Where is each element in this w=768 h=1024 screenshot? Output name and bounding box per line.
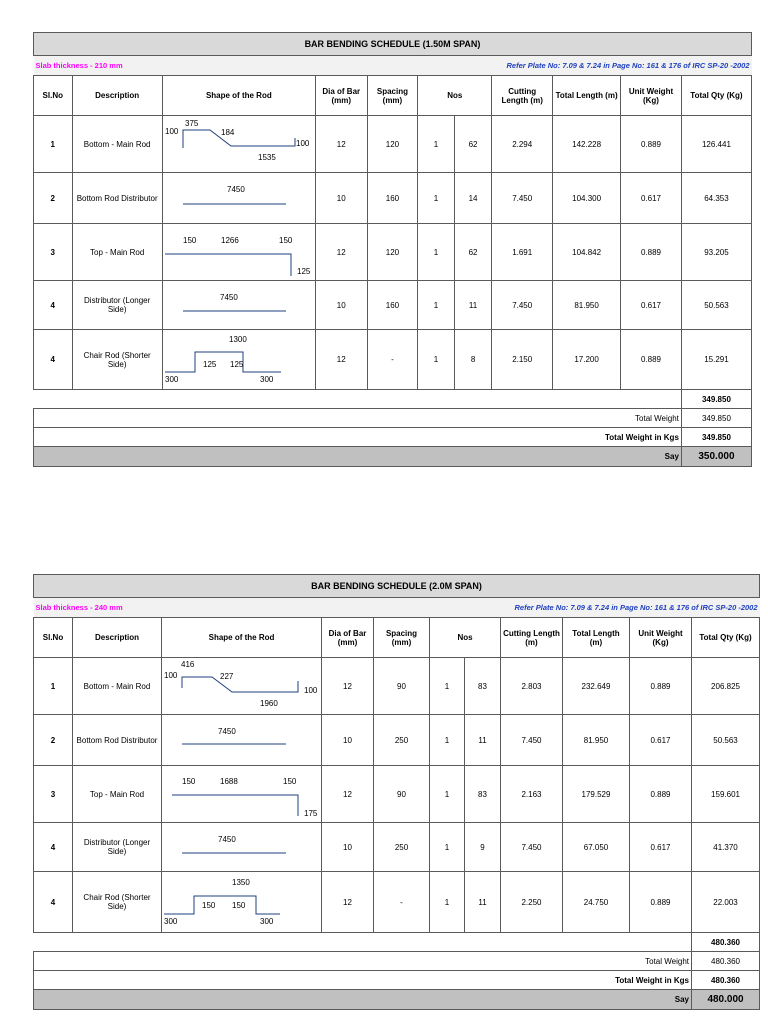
nos-b: 9 — [465, 823, 501, 872]
col-cutting: Cutting Length (m) — [501, 618, 563, 658]
rod-shape-straight — [162, 173, 315, 224]
col-description: Description — [72, 76, 162, 116]
table-row — [34, 715, 760, 766]
description: Distributor (Longer Side) — [72, 281, 162, 330]
description: Chair Rod (Shorter Side) — [72, 330, 162, 390]
total-weight-label: Total Weight — [34, 409, 682, 428]
description: Chair Rod (Shorter Side) — [73, 872, 162, 933]
dim-label: 150 — [182, 236, 197, 245]
col-total-length: Total Length (m) — [553, 76, 621, 116]
sl-no: 2 — [34, 715, 73, 766]
dim-label: 1350 — [232, 878, 250, 887]
spacing: 250 — [374, 715, 430, 766]
description: Bottom - Main Rod — [73, 658, 162, 715]
unit-weight: 0.617 — [621, 173, 682, 224]
table-row — [34, 173, 752, 224]
total-kgs-row — [34, 971, 760, 990]
rod-shape-top-main — [162, 224, 315, 281]
unit-weight: 0.617 — [630, 715, 692, 766]
col-description: Description — [73, 618, 162, 658]
dim-label: 150 — [232, 901, 246, 910]
table-row — [34, 224, 752, 281]
spacing: 160 — [367, 173, 418, 224]
schedule-2.0m — [33, 574, 760, 1010]
col-total-qty: Total Qty (Kg) — [692, 618, 760, 658]
dim-label: 100 — [164, 127, 179, 136]
sl-no: 4 — [34, 330, 73, 390]
nos-b: 62 — [454, 224, 492, 281]
schedule-title: BAR BENDING SCHEDULE (2.0M SPAN) — [34, 575, 760, 598]
col-total-qty: Total Qty (Kg) — [681, 76, 751, 116]
col-nos: Nos — [418, 76, 492, 116]
dim-label: 7450 — [218, 835, 236, 844]
spacing: - — [374, 872, 430, 933]
nos-a: 1 — [418, 116, 455, 173]
dim-label: 150 — [182, 777, 196, 786]
total-length: 232.649 — [563, 658, 630, 715]
dim-label: 175 — [304, 809, 318, 818]
rod-shape-bent-main — [162, 116, 315, 173]
sl-no: 2 — [34, 173, 73, 224]
dim-label: 125 — [202, 360, 217, 369]
dia: 12 — [322, 658, 374, 715]
col-spacing: Spacing (mm) — [374, 618, 430, 658]
total-qty: 126.441 — [681, 116, 751, 173]
dim-label: 100 — [304, 686, 318, 695]
dim-label: 7450 — [218, 727, 236, 736]
col-dia: Dia of Bar (mm) — [322, 618, 374, 658]
dim-label: 1960 — [260, 699, 278, 708]
total-qty: 64.353 — [681, 173, 751, 224]
dim-label: 300 — [164, 917, 178, 926]
col-unit-weight: Unit Weight (Kg) — [621, 76, 682, 116]
total-weight-value: 480.360 — [692, 952, 760, 971]
table-row — [34, 872, 760, 933]
total-length: 81.950 — [563, 715, 630, 766]
total-qty: 15.291 — [681, 330, 751, 390]
schedule-title: BAR BENDING SCHEDULE (1.50M SPAN) — [34, 33, 752, 56]
total-length: 67.050 — [563, 823, 630, 872]
table-row — [34, 766, 760, 823]
rod-shape-straight — [162, 715, 322, 766]
spacing: 90 — [374, 766, 430, 823]
nos-a: 1 — [430, 658, 465, 715]
nos-a: 1 — [430, 715, 465, 766]
spacing: 120 — [367, 224, 418, 281]
dim-label: 1266 — [220, 236, 239, 245]
say-row — [34, 990, 760, 1010]
header-row — [34, 76, 752, 116]
cutting-length: 2.150 — [492, 330, 553, 390]
dim-label: 1688 — [220, 777, 238, 786]
dim-label: 1535 — [257, 153, 276, 162]
description: Bottom Rod Distributor — [72, 173, 162, 224]
dim-label: 7450 — [226, 185, 245, 194]
sl-no: 1 — [34, 658, 73, 715]
sl-no: 4 — [34, 823, 73, 872]
dim-label: 100 — [164, 671, 178, 680]
table-row — [34, 116, 752, 173]
cutting-length: 2.163 — [501, 766, 563, 823]
col-spacing: Spacing (mm) — [367, 76, 418, 116]
nos-b: 62 — [454, 116, 492, 173]
col-dia: Dia of Bar (mm) — [315, 76, 367, 116]
unit-weight: 0.889 — [630, 872, 692, 933]
table-row — [34, 281, 752, 330]
nos-b: 11 — [454, 281, 492, 330]
dim-label: 7450 — [219, 293, 238, 302]
sl-no: 3 — [34, 224, 73, 281]
total-weight-value: 349.850 — [681, 409, 751, 428]
total-length: 104.300 — [553, 173, 621, 224]
col-nos: Nos — [430, 618, 501, 658]
dia: 12 — [315, 116, 367, 173]
col-shape: Shape of the Rod — [162, 76, 315, 116]
col-unit-weight: Unit Weight (Kg) — [630, 618, 692, 658]
total-length: 17.200 — [553, 330, 621, 390]
spacing: - — [367, 330, 418, 390]
subtotal-value: 349.850 — [681, 390, 751, 409]
col-slno: Sl.No — [34, 76, 73, 116]
dim-label: 150 — [283, 777, 297, 786]
reference-note: Refer Plate No: 7.09 & 7.24 in Page No: 161 & 176 of IRC SP-20 -2002 — [374, 598, 760, 618]
dim-label: 300 — [260, 917, 274, 926]
nos-a: 1 — [418, 330, 455, 390]
rod-shape-top-main — [162, 766, 322, 823]
total-kgs-row — [34, 428, 752, 447]
col-shape: Shape of the Rod — [162, 618, 322, 658]
dia: 12 — [322, 766, 374, 823]
table-row — [34, 330, 752, 390]
say-value: 480.000 — [692, 990, 760, 1010]
dia: 12 — [322, 872, 374, 933]
total-weight-label: Total Weight — [34, 952, 692, 971]
nos-a: 1 — [418, 281, 455, 330]
say-row — [34, 447, 752, 467]
total-weight-row — [34, 409, 752, 428]
nos-b: 14 — [454, 173, 492, 224]
total-kgs-label: Total Weight in Kgs — [34, 971, 692, 990]
dim-label: 300 — [164, 375, 179, 384]
nos-b: 11 — [465, 872, 501, 933]
cutting-length: 2.250 — [501, 872, 563, 933]
total-weight-row — [34, 952, 760, 971]
total-length: 142.228 — [553, 116, 621, 173]
schedule-1.5m — [33, 32, 752, 467]
description: Distributor (Longer Side) — [73, 823, 162, 872]
total-length: 24.750 — [563, 872, 630, 933]
subtotal-value: 480.360 — [692, 933, 760, 952]
sl-no: 1 — [34, 116, 73, 173]
cutting-length: 2.294 — [492, 116, 553, 173]
total-length: 179.529 — [563, 766, 630, 823]
say-label: Say — [34, 990, 692, 1010]
cutting-length: 7.450 — [492, 173, 553, 224]
nos-a: 1 — [430, 823, 465, 872]
total-qty: 206.825 — [692, 658, 760, 715]
subtotal-row — [34, 933, 760, 952]
spacing: 250 — [374, 823, 430, 872]
unit-weight: 0.889 — [621, 116, 682, 173]
dim-label: 1300 — [228, 335, 247, 344]
cutting-length: 7.450 — [501, 823, 563, 872]
dim-label: 375 — [184, 119, 199, 128]
total-kgs-label: Total Weight in Kgs — [34, 428, 682, 447]
total-qty: 22.003 — [692, 872, 760, 933]
total-qty: 50.563 — [692, 715, 760, 766]
nos-a: 1 — [418, 173, 455, 224]
header-row — [34, 618, 760, 658]
reference-note: Refer Plate No: 7.09 & 7.24 in Page No: 161 & 176 of IRC SP-20 -2002 — [367, 56, 751, 76]
nos-b: 83 — [465, 658, 501, 715]
dim-label: 227 — [220, 672, 234, 681]
dim-label: 300 — [259, 375, 274, 384]
unit-weight: 0.889 — [630, 658, 692, 715]
subtotal-row — [34, 390, 752, 409]
sl-no: 4 — [34, 281, 73, 330]
dim-label: 100 — [295, 139, 310, 148]
description: Bottom Rod Distributor — [73, 715, 162, 766]
say-label: Say — [34, 447, 682, 467]
dim-label: 416 — [181, 660, 195, 669]
dia: 12 — [315, 330, 367, 390]
dim-label: 150 — [202, 901, 216, 910]
nos-b: 11 — [465, 715, 501, 766]
cutting-length: 1.691 — [492, 224, 553, 281]
total-qty: 41.370 — [692, 823, 760, 872]
spacing: 90 — [374, 658, 430, 715]
cutting-length: 2.803 — [501, 658, 563, 715]
col-total-length: Total Length (m) — [563, 618, 630, 658]
total-kgs-value: 349.850 — [681, 428, 751, 447]
col-cutting: Cutting Length (m) — [492, 76, 553, 116]
dia: 10 — [315, 281, 367, 330]
rod-shape-straight — [162, 823, 322, 872]
sl-no: 4 — [34, 872, 73, 933]
spacing: 120 — [367, 116, 418, 173]
sl-no: 3 — [34, 766, 73, 823]
table-row — [34, 823, 760, 872]
spacing: 160 — [367, 281, 418, 330]
nos-a: 1 — [430, 766, 465, 823]
table-row — [34, 658, 760, 715]
total-qty: 93.205 — [681, 224, 751, 281]
total-qty: 159.601 — [692, 766, 760, 823]
cutting-length: 7.450 — [492, 281, 553, 330]
rod-shape-bent-main — [162, 658, 322, 715]
dia: 10 — [322, 823, 374, 872]
say-value: 350.000 — [681, 447, 751, 467]
nos-b: 8 — [454, 330, 492, 390]
description: Bottom - Main Rod — [72, 116, 162, 173]
col-slno: Sl.No — [34, 618, 73, 658]
dia: 10 — [315, 173, 367, 224]
slab-thickness: Slab thickness - 210 mm — [34, 56, 368, 76]
description: Top - Main Rod — [73, 766, 162, 823]
rod-shape-chair — [162, 330, 315, 390]
total-kgs-value: 480.360 — [692, 971, 760, 990]
unit-weight: 0.889 — [621, 224, 682, 281]
description: Top - Main Rod — [72, 224, 162, 281]
dia: 10 — [322, 715, 374, 766]
nos-b: 83 — [465, 766, 501, 823]
dim-label: 125 — [296, 267, 311, 276]
unit-weight: 0.889 — [630, 766, 692, 823]
unit-weight: 0.617 — [621, 281, 682, 330]
total-qty: 50.563 — [681, 281, 751, 330]
dia: 12 — [315, 224, 367, 281]
nos-a: 1 — [430, 872, 465, 933]
dim-label: 184 — [220, 128, 235, 137]
nos-a: 1 — [418, 224, 455, 281]
unit-weight: 0.889 — [621, 330, 682, 390]
total-length: 104.842 — [553, 224, 621, 281]
rod-shape-straight — [162, 281, 315, 330]
slab-thickness: Slab thickness - 240 mm — [34, 598, 374, 618]
total-length: 81.950 — [553, 281, 621, 330]
dim-label: 125 — [229, 360, 244, 369]
unit-weight: 0.617 — [630, 823, 692, 872]
dim-label: 150 — [278, 236, 293, 245]
rod-shape-chair — [162, 872, 322, 933]
cutting-length: 7.450 — [501, 715, 563, 766]
